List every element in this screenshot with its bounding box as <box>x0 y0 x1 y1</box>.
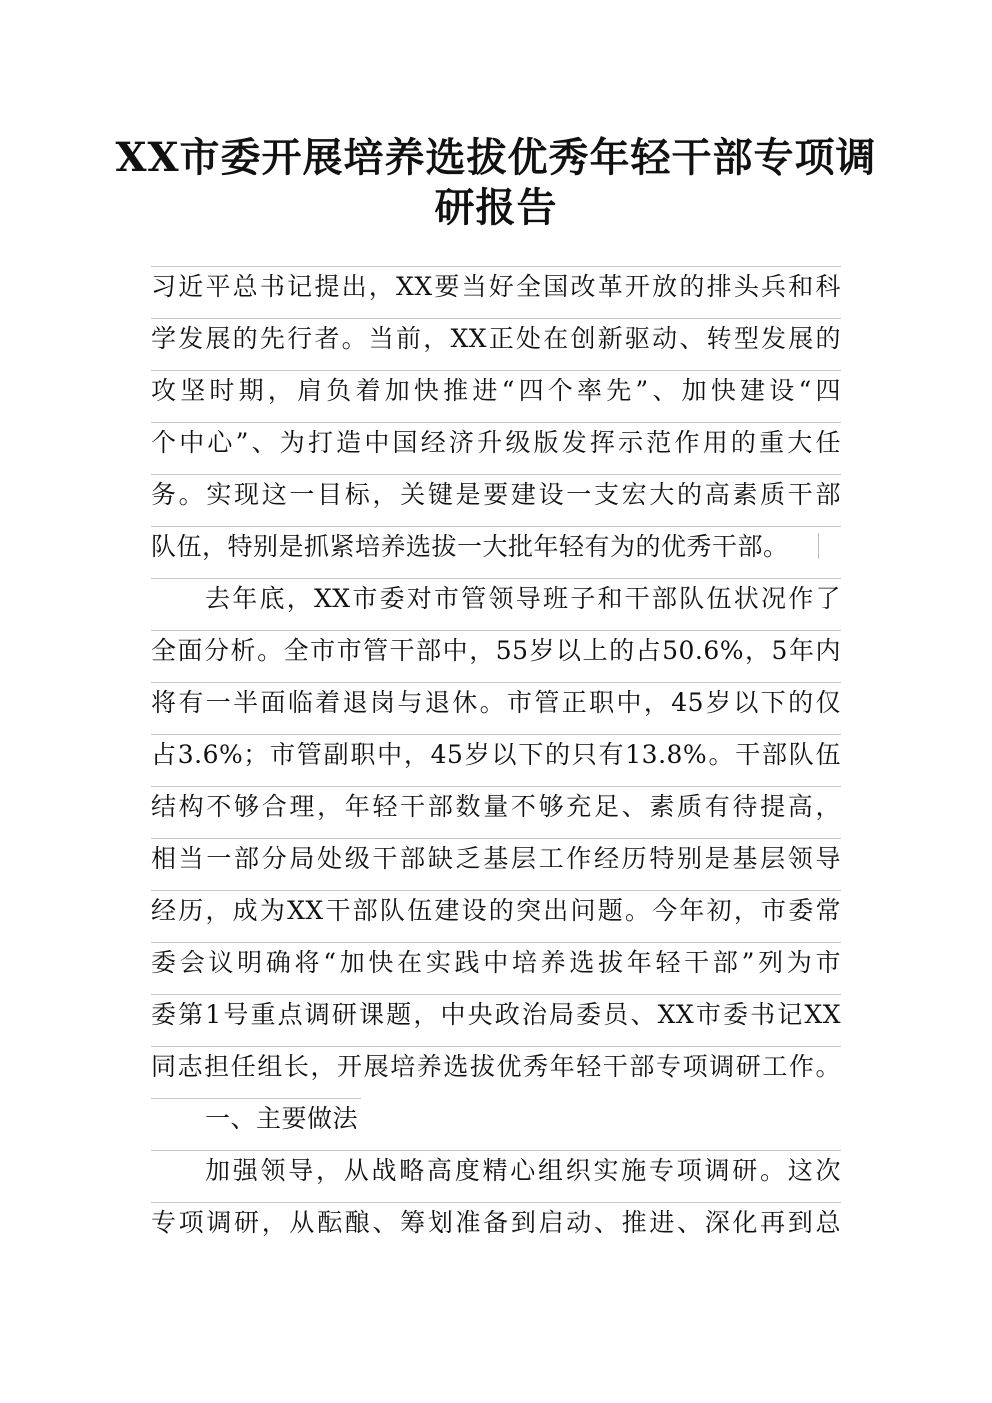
line-rule <box>151 630 841 631</box>
body-line-19: 专项调研，从酝酿、筹划准备到启动、推进、深化再到总 <box>151 1208 841 1237</box>
line-rule <box>151 734 841 735</box>
document-title-line-1: XX市委开展培养选拔优秀年轻干部专项调 <box>115 134 877 181</box>
line-rule <box>151 1046 841 1047</box>
line-rule <box>151 890 841 891</box>
line-rule <box>151 1202 841 1203</box>
line-rule <box>151 682 841 683</box>
body-line-16: 同志担任组长，开展培养选拔优秀年轻干部专项调研工作。 <box>151 1052 841 1081</box>
body-line-15: 委第1号重点调研课题，中央政治局委员、XX市委书记XX <box>151 1000 841 1029</box>
body-line-18: 加强领导，从战略高度精心组织实施专项调研。这次 <box>205 1156 841 1185</box>
body-line-2: 学发展的先行者。当前，XX正处在创新驱动、转型发展的 <box>151 324 841 353</box>
line-rule <box>151 318 841 319</box>
line-rule <box>151 838 841 839</box>
body-line-9: 将有一半面临着退岗与退休。市管正职中，45岁以下的仅 <box>151 688 841 717</box>
line-rule <box>151 526 841 527</box>
body-line-8: 全面分析。全市市管干部中，55岁以上的占50.6%，5年内 <box>151 636 841 665</box>
line-rule <box>151 1098 361 1099</box>
line-rule <box>151 370 841 371</box>
body-line-5: 务。实现这一目标，关键是要建设一支宏大的高素质干部 <box>151 480 841 509</box>
body-line-3: 攻坚时期，肩负着加快推进“四个率先”、加快建设“四 <box>151 376 841 405</box>
document-title-line-2: 研报告 <box>434 184 558 231</box>
body-line-7: 去年底，XX市委对市管领导班子和干部队伍状况作了 <box>205 584 841 613</box>
line-rule <box>151 474 841 475</box>
body-line-4: 个中心”、为打造中国经济升级版发挥示范作用的重大任 <box>151 428 841 457</box>
line-rule <box>151 1150 841 1151</box>
body-line-10: 占3.6%；市管副职中，45岁以下的只有13.8%。干部队伍 <box>151 740 841 769</box>
section-heading: 一、主要做法 <box>205 1104 359 1133</box>
line-rule <box>151 422 841 423</box>
body-line-14: 委会议明确将“加快在实践中培养选拔年轻干部”列为市 <box>151 948 841 977</box>
body-line-1: 习近平总书记提出，XX要当好全国改革开放的排头兵和科 <box>151 272 841 301</box>
line-rule <box>151 942 841 943</box>
paragraph-end-mark <box>818 533 819 559</box>
line-rule <box>151 786 841 787</box>
line-rule <box>151 266 841 267</box>
body-line-12: 相当一部分局处级干部缺乏基层工作经历特别是基层领导 <box>151 844 841 873</box>
line-rule <box>151 994 841 995</box>
body-line-11: 结构不够合理，年轻干部数量不够充足、素质有待提高， <box>151 792 841 821</box>
line-rule <box>151 578 841 579</box>
body-line-6: 队伍，特别是抓紧培养选拔一大批年轻有为的优秀干部。 <box>151 532 789 561</box>
body-line-13: 经历，成为XX干部队伍建设的突出问题。今年初，市委常 <box>151 896 841 925</box>
